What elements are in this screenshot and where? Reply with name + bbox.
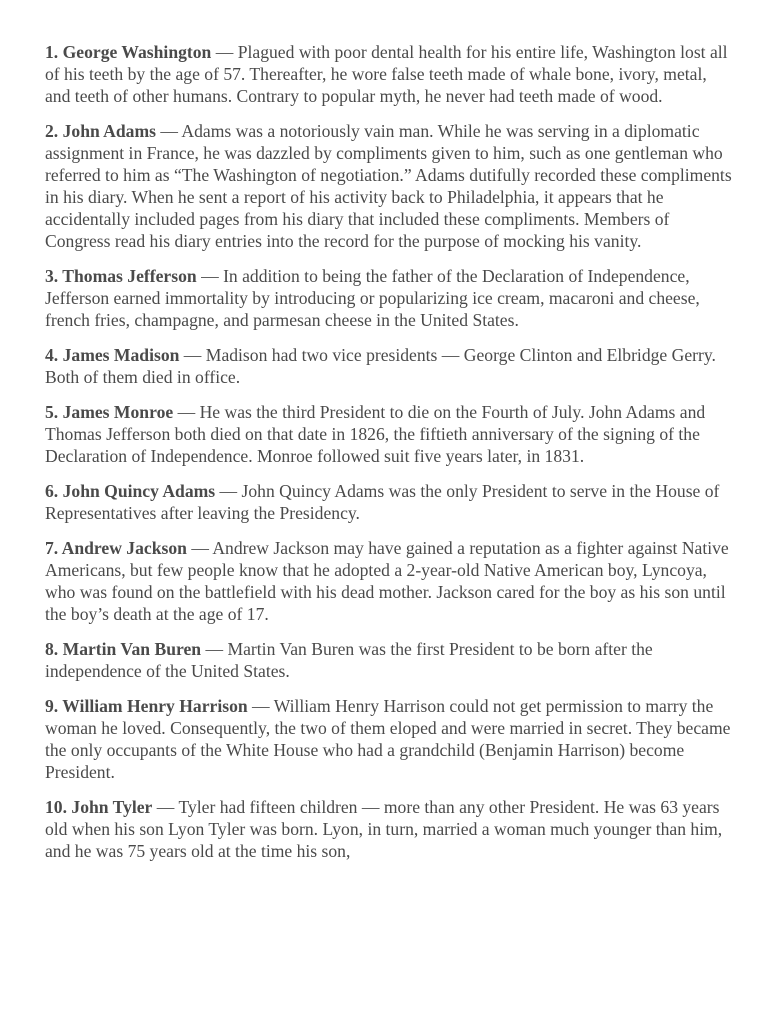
entry-text: — Andrew Jackson may have gained a reputation as a fighter against Native Americans, but few people know that he adopted a 2-year-old Native American boy, Lyncoya, who was found on the battlefield with his dead mother. Jackson cared for the boy as his son until the boy’s death at the age of 17. — [45, 538, 729, 624]
entry-name: 1. George Washington — [45, 42, 212, 62]
entry-name: 6. John Quincy Adams — [45, 481, 216, 501]
entry-name: 2. John Adams — [45, 121, 156, 141]
entry-text: — Martin Van Buren was the first President to be born after the independence of the United States. — [45, 639, 653, 681]
entry-james-madison — [45, 344, 735, 388]
document-page — [45, 41, 735, 875]
entry-martin-van-buren — [45, 638, 735, 682]
entry-john-quincy-adams — [45, 480, 735, 524]
entry-william-henry-harrison — [45, 695, 735, 783]
entry-name: 8. Martin Van Buren — [45, 639, 202, 659]
entry-andrew-jackson — [45, 537, 735, 625]
entry-text: — He was the third President to die on the Fourth of July. John Adams and Thomas Jefferson both died on that date in 1826, the fiftieth anniversary of the signing of the Declaration of Independence. Monroe followed suit five years later, in 1831. — [45, 402, 706, 466]
entry-james-monroe — [45, 401, 735, 467]
entry-thomas-jefferson — [45, 265, 735, 331]
entry-text: — Adams was a notoriously vain man. While he was serving in a diplomatic assignment in France, he was dazzled by compliments given to him, such as one gentleman who referred to him as “The Washington of negotiation.” Adams dutifully recorded these compliments in his diary. When he sent a report of his activity back to Philadelphia, it appears that he accidentally included pages from his diary that included these compliments. Members of Congress read his diary entries into the record for the purpose of mocking his vanity. — [45, 121, 732, 251]
entry-john-adams — [45, 120, 735, 252]
entry-name: 10. John Tyler — [45, 797, 153, 817]
entry-name: 9. William Henry Harrison — [45, 696, 248, 716]
entry-name: 4. James Madison — [45, 345, 180, 365]
entry-name: 5. James Monroe — [45, 402, 174, 422]
entry-text: — John Quincy Adams was the only President to serve in the House of Representatives after leaving the Presidency. — [45, 481, 720, 523]
entry-john-tyler — [45, 796, 735, 862]
entry-text: — Plagued with poor dental health for his entire life, Washington lost all of his teeth by the age of 57. Thereafter, he wore false teeth made of whale bone, ivory, metal, and teeth of other humans. Contrary to popular myth, he never had teeth made of wood. — [45, 42, 728, 106]
entry-text: — Tyler had fifteen children — more than any other President. He was 63 years old when his son Lyon Tyler was born. Lyon, in turn, married a woman much younger than him, and he was 75 years old at the time his son, — [45, 797, 723, 861]
entry-text: — William Henry Harrison could not get permission to marry the woman he loved. Consequently, the two of them eloped and were married in secret. They became the only occupants of the White House who had a grandchild (Benjamin Harrison) become President. — [45, 696, 731, 782]
entry-text: — Madison had two vice presidents — George Clinton and Elbridge Gerry. Both of them died in office. — [45, 345, 716, 387]
entry-text: — In addition to being the father of the Declaration of Independence, Jefferson earned immortality by introducing or popularizing ice cream, macaroni and cheese, french fries, champagne, and parmesan cheese in the United States. — [45, 266, 700, 330]
entry-name: 7. Andrew Jackson — [45, 538, 187, 558]
entry-name: 3. Thomas Jefferson — [45, 266, 197, 286]
entry-george-washington — [45, 41, 735, 107]
